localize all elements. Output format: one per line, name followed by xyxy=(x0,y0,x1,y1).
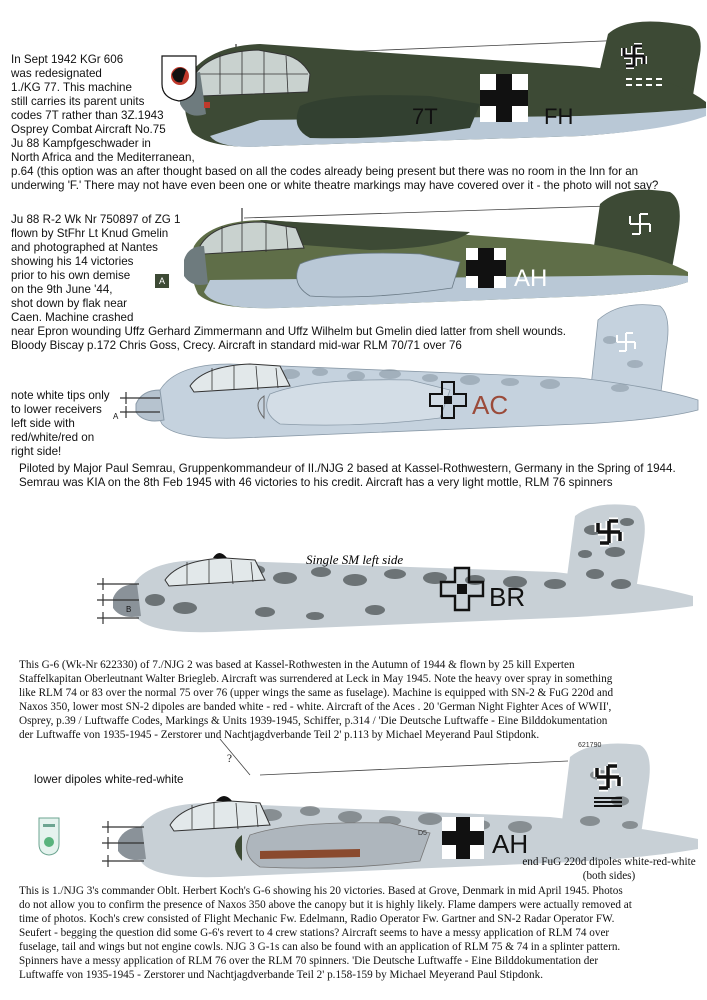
aircraft-3-illustration xyxy=(120,300,700,450)
unit-badge-5 xyxy=(37,816,61,856)
fuselage-small-5: D5 xyxy=(418,830,427,837)
section3-note: note white tips only to lower receivers left side with red/white/red on right side! xyxy=(11,389,110,458)
small-mark-3: A xyxy=(113,412,119,421)
code-3: AC xyxy=(472,390,509,420)
small-mark-4: B xyxy=(126,605,132,614)
werknummer-5: 621790 xyxy=(578,742,602,749)
question-mark: ? xyxy=(227,753,232,765)
aircraft-4-illustration xyxy=(95,500,695,650)
nose-mark-box-2: A xyxy=(155,274,169,288)
balkenkreuz-1 xyxy=(480,74,528,122)
section2-text-wide: near Epron wounding Uffz Gerhard Zimmermann and Uffz Wilhelm but Gmelin died latter from shell wounds. Bloody Biscay p.172 Chris Goss, Crecy. Aircraft in standard mid-war RLM 70/71 over 76 xyxy=(11,325,567,352)
code-5: AH xyxy=(492,829,529,859)
section1-text-wide: p.64 (this option was an after thought based on all the codes already being present but there was no room in the Inn for an underwing 'F.' There may not have even been one or white theatre markings may have covered over it - the photo will not say? xyxy=(11,165,659,192)
code-left-1: 7T xyxy=(412,104,438,129)
section2-text-left: Ju 88 R-2 Wk Nr 750897 of ZG 1 flown by StFhr Lt Knud Gmelin and photographed at Nantes showing his 14 victories prior to his own demise on the 9th June '44, shot down by flak near Caen. Machine crashed xyxy=(11,213,181,324)
code-right-1: FH xyxy=(544,104,574,129)
label-lower-dipoles: lower dipoles white-red-white xyxy=(34,773,184,786)
section1-text-left: In Sept 1942 KGr 606 was redesignated 1./KG 77. This machine still carries its parent units codes 7T rather than 3Z.1943 Osprey Combat Aircraft No.75 Ju 88 Kampfgeschwader in North Africa and the Mediterranean, xyxy=(11,53,195,164)
code-4: BR xyxy=(489,582,526,612)
section4-caption: This G-6 (Wk-Nr 622330) of 7./NJG 2 was based at Kassel-Rothwesten in the Autumn of 1944 & flown by 25 kill Experten Staffelkapitan Oberleutnant Walter Briegleb. Aircraft was surrendered at Leck in May 1945. Note the heavy over spray in something like RLM 74 or 83 over the normal 75 over 76 (upper wings the same as fuselage). Machine is equipped with SN-2 & FuG 220d and Naxos 350, lower most SN-2 dipoles are banded white - red - white. Aircraft of the Aces . 20 'German Night Fighter Aces of WWII', Osprey, p.39 / Luftwaffe Codes, Markings & Units 1939-1945, Schiffer, p.314 / 'Die Deutsche Luftwaffe - Eine Bilddokumentation der Luftwaffe von 1935-1945 - Zerstorer und Nachtjagdverbande Teil 2' p.113 by Michael Meyerand Paul Stipdonk. xyxy=(19,659,614,741)
section3-caption: Piloted by Major Paul Semrau, Gruppenkommandeur of II./NJG 2 based at Kassel-Rothwestern, Germany in the Spring of 1944. Semrau was KIA on the 8th Feb 1945 with 46 victories to his credit. Aircraft has a very light mottle, RLM 76 spinners xyxy=(19,462,676,489)
code-2: AH xyxy=(514,265,548,292)
section5-caption: This is 1./NJG 3's commander Oblt. Herbert Koch's G-6 showing his 20 victories. Based at Grove, Denmark in mid April 1945. Photos do not allow you to confirm the presence of Naxos 350 above the canopy but it is highly likely. Flame dampers were actually removed at time of photos. Koch's crew consisted of Flight Mechanic Fw. Edelmann, Radio Operator Fw. Gartner and SN-2 Radar Operator FW. Seufert - begging the question did some G-6's revert to 4 crew stations? Aircraft seems to have a messy application of RLM 74 over fuselage, tail and wings but not engine cowls. NJG 3 G-1s can also be found with an application of RLM 75 & 74 in a splinter pattern. Spinners have a messy application of RLM 76 over the RLM 70 spinners. 'Die Deutsche Luftwaffe - Eine Bilddokumentation der Luftwaffe von 1935-1945 - Zerstorer und Nachtjagdverbande Teil 2' p.158-159 by Michael Meyerand Paul Stipdonk. xyxy=(19,885,632,981)
aircraft-1-illustration xyxy=(150,4,707,172)
annotation-single-sm: Single SM left side xyxy=(306,552,404,567)
end-fug-note: end FuG 220d dipoles white-red-white (both sides) xyxy=(522,856,696,882)
